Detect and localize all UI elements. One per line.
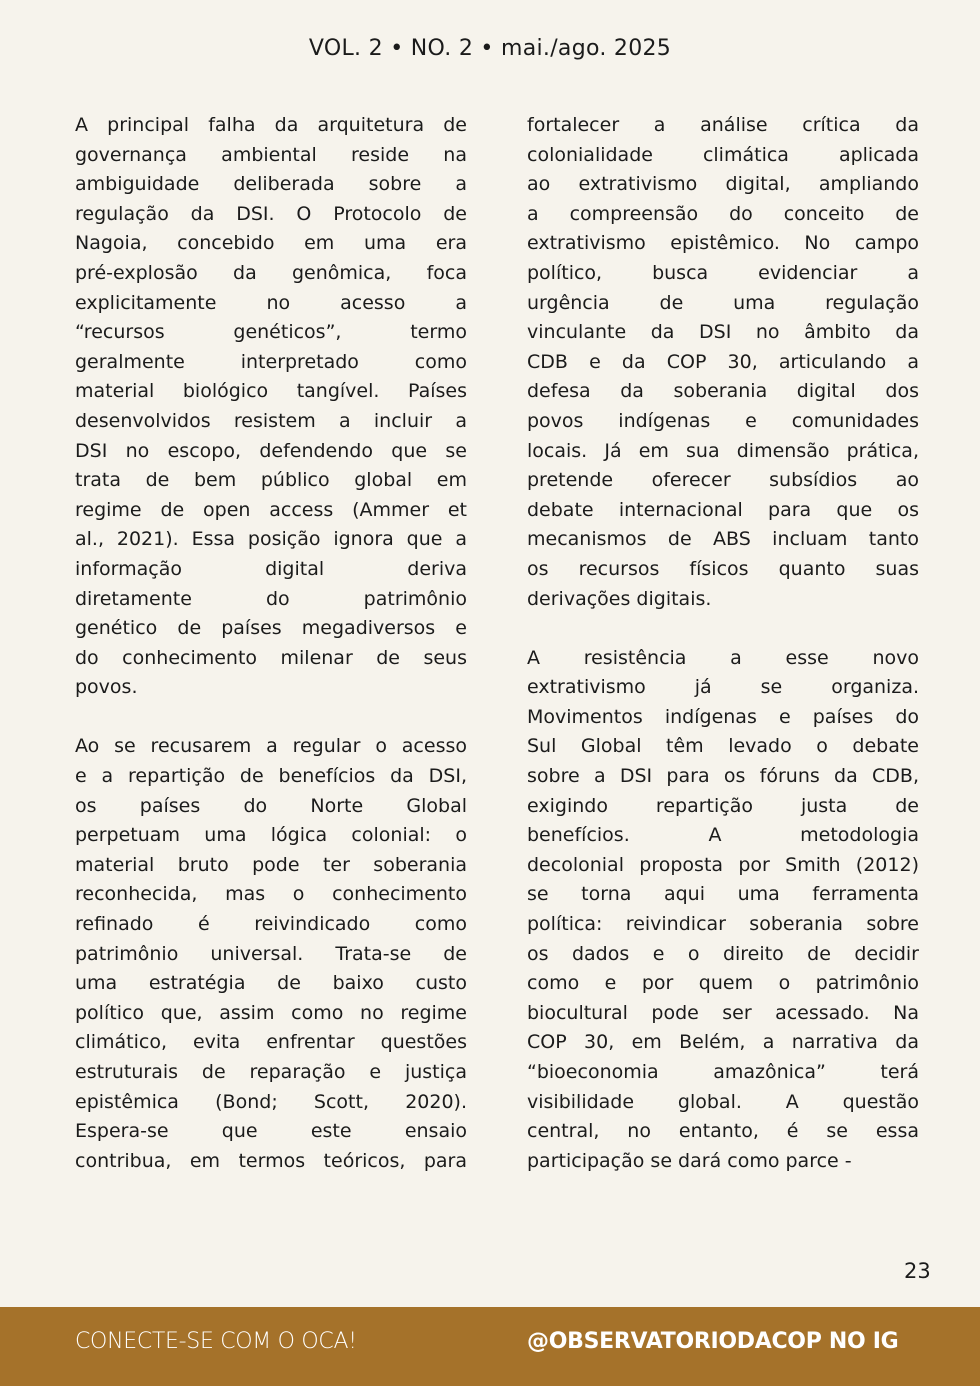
text-line: Movimentos indígenas e países do [527, 705, 919, 728]
text-line: A principal falha da arquitetura de [75, 114, 467, 136]
text-line: ao extrativismo digital, ampliando [527, 173, 919, 196]
text-line: colonialidade climática aplicada [527, 143, 919, 166]
text-line: informação digital deriva [75, 557, 467, 580]
paragraph [75, 732, 467, 1176]
paragraph [527, 644, 919, 1177]
text-line: regime de open access (Ammer et [75, 498, 467, 521]
text-line: político que, assim como no regime [75, 1001, 467, 1024]
text-column-left [75, 111, 467, 1206]
text-line: reconhecida, mas o conhecimento [75, 883, 467, 906]
text-line: pretende oferecer subsídios ao [527, 469, 919, 492]
text-line: central, no entanto, é se essa [527, 1120, 919, 1143]
footer-connect-text: CONECTE-SE COM O OCA! [75, 1329, 357, 1354]
text-line: governança ambiental reside na [75, 143, 467, 166]
text-line: os dados e o direito de decidir [527, 942, 919, 965]
text-line: CDB e da COP 30, articulando a [527, 350, 919, 373]
text-line: fortalecer a análise crítica da [527, 114, 919, 136]
text-line: a compreensão do conceito de [527, 202, 919, 225]
text-line: diretamente do patrimônio [75, 587, 467, 610]
text-line: debate internacional para que os [527, 498, 919, 521]
text-line: os recursos físicos quanto suas [527, 557, 919, 580]
text-column-right [527, 111, 919, 1206]
text-line: política: reivindicar soberania sobre [527, 913, 919, 936]
text-line: A resistência a esse novo [527, 646, 919, 669]
text-line: perpetuam uma lógica colonial: o [75, 824, 467, 847]
text-line: estruturais de reparação e justiça [75, 1061, 467, 1083]
text-line: se torna aqui uma ferramenta [527, 883, 919, 906]
text-line: vinculante da DSI no âmbito da [527, 321, 919, 344]
page-number: 23 [904, 1259, 931, 1283]
issue-header: VOL. 2 • NO. 2 • mai./ago. 2025 [308, 36, 672, 61]
text-line: extrativismo já se organiza. [527, 676, 919, 699]
paragraph [527, 111, 919, 614]
text-line: os países do Norte Global [75, 794, 467, 817]
text-line: contribua, em termos teóricos, para [75, 1149, 467, 1172]
footer-bar [0, 1307, 980, 1386]
text-line: locais. Já em sua dimensão prática, [527, 439, 919, 462]
text-line: “bioeconomia amazônica” terá [527, 1061, 919, 1083]
text-line: genético de países megadiversos e [75, 617, 467, 640]
text-line: material biológico tangível. Países [75, 380, 467, 403]
text-line: ambiguidade deliberada sobre a [75, 173, 467, 196]
text-line: Sul Global têm levado o debate [527, 735, 919, 758]
text-line: Ao se recusarem a regular o acesso [75, 735, 467, 758]
text-line: COP 30, em Belém, a narrativa da [527, 1031, 919, 1054]
text-line: material bruto pode ter soberania [75, 853, 467, 876]
text-line: regulação da DSI. O Protocolo de [75, 202, 467, 225]
text-line: refinado é reivindicado como [75, 913, 467, 936]
text-line: extrativismo epistêmico. No campo [527, 232, 919, 255]
text-line: decolonial proposta por Smith (2012) [527, 853, 919, 876]
text-line: defesa da soberania digital dos [527, 380, 919, 403]
paragraph [75, 111, 467, 703]
text-line: Nagoia, concebido em uma era [75, 232, 467, 255]
text-line: exigindo repartição justa de [527, 794, 919, 817]
text-line: DSI no escopo, defendendo que se [75, 439, 467, 462]
text-line: povos indígenas e comunidades [527, 409, 919, 432]
text-line: participação se dará como parce - [527, 1149, 852, 1172]
text-line: desenvolvidos resistem a incluir a [75, 409, 467, 432]
text-line: trata de bem público global em [75, 469, 467, 492]
text-line: explicitamente no acesso a [75, 291, 467, 314]
text-line: al., 2021). Essa posição ignora que a [75, 528, 467, 551]
text-line: povos. [75, 676, 138, 699]
text-line: sobre a DSI para os fóruns da CDB, [527, 765, 919, 788]
text-line: e a repartição de benefícios da DSI, [75, 765, 467, 788]
text-line: geralmente interpretado como [75, 350, 467, 373]
text-line: urgência de uma regulação [527, 291, 919, 314]
text-line: benefícios. A metodologia [527, 824, 919, 847]
text-line: uma estratégia de baixo custo [75, 972, 467, 995]
text-line: como e por quem o patrimônio [527, 972, 919, 995]
text-line: “recursos genéticos”, termo [75, 321, 467, 344]
text-line: Espera-se que este ensaio [75, 1120, 467, 1143]
text-line: político, busca evidenciar a [527, 261, 919, 284]
text-line: patrimônio universal. Trata-se de [75, 942, 467, 965]
text-line: climático, evita enfrentar questões [75, 1031, 467, 1054]
text-line: epistêmica (Bond; Scott, 2020). [75, 1090, 467, 1113]
text-line: mecanismos de ABS incluam tanto [527, 528, 919, 551]
text-line: do conhecimento milenar de seus [75, 646, 467, 669]
text-line: pré-explosão da genômica, foca [75, 261, 467, 284]
text-line: derivações digitais. [527, 587, 712, 610]
footer-instagram-handle: @OBSERVATORIODACOP NO IG [527, 1329, 899, 1354]
text-line: biocultural pode ser acessado. Na [527, 1001, 919, 1024]
text-line: visibilidade global. A questão [527, 1090, 919, 1113]
